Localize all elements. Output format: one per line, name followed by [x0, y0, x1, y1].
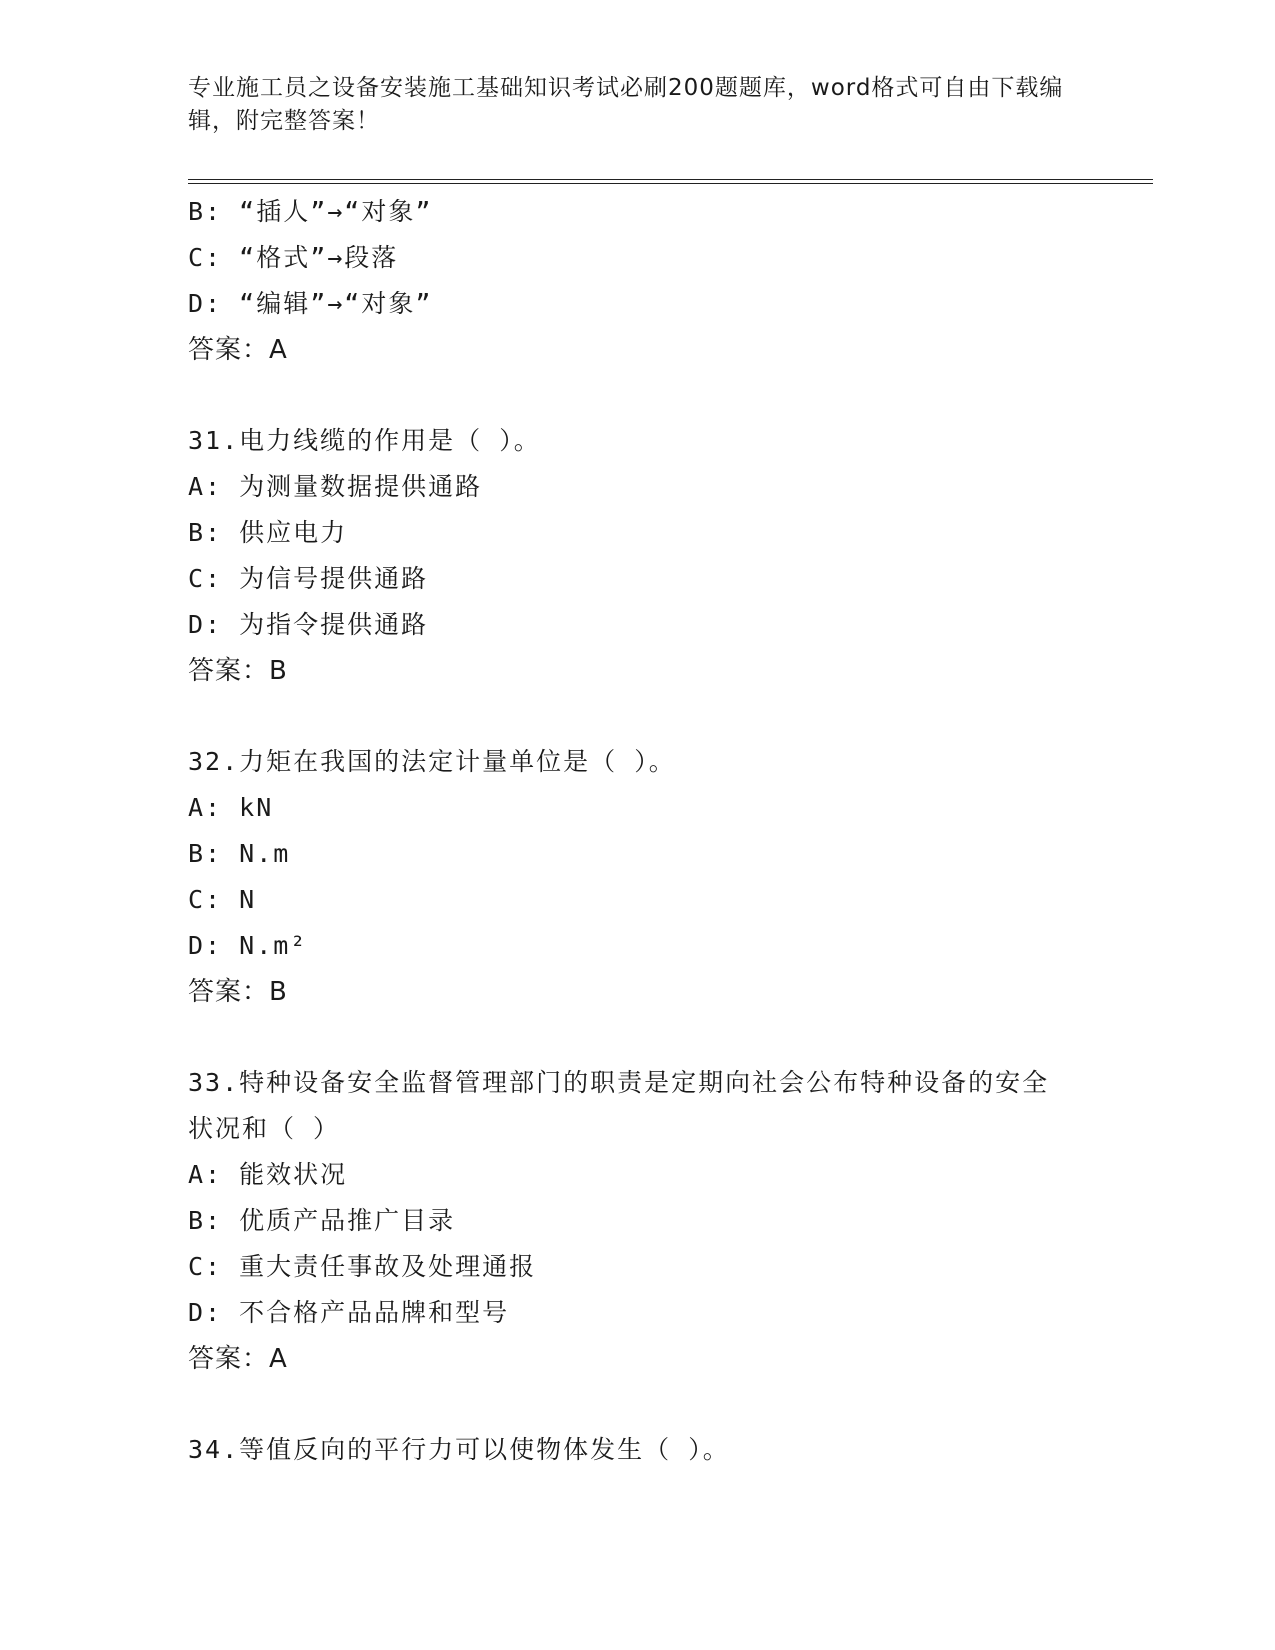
option-d: D: N.m²: [188, 931, 308, 960]
answer: 答案：A: [188, 1344, 288, 1374]
answer: 答案：A: [188, 335, 288, 365]
answer: 答案：B: [188, 656, 288, 686]
option-c: C: N: [188, 885, 257, 914]
document-title: 专业施工员之设备安装施工基础知识考试必刷200题题库，word格式可自由下载编辑，附完整答案！: [188, 75, 1064, 134]
question-block-34: [188, 1427, 1088, 1473]
option-a: A: 能效状况: [188, 1160, 348, 1189]
question-block-30: [188, 189, 1088, 373]
answer: 答案：B: [188, 977, 288, 1007]
option-a: A: 为测量数据提供通路: [188, 472, 483, 501]
option-a: A: kN: [188, 793, 274, 822]
question-stem: 32.力矩在我国的法定计量单位是（ ）。: [188, 747, 676, 776]
option-c: C: 为信号提供通路: [188, 564, 429, 593]
question-block-32: [188, 739, 1088, 1015]
option-c: C: 重大责任事故及处理通报: [188, 1252, 537, 1281]
header-rule-top: [188, 179, 1153, 180]
option-d: D: 不合格产品品牌和型号: [188, 1298, 510, 1327]
option-b: B: 供应电力: [188, 518, 348, 547]
document-body: [188, 189, 1088, 1473]
question-block-31: [188, 418, 1088, 694]
option-c: C: “格式”→段落: [188, 243, 399, 272]
question-stem: 33.特种设备安全监督管理部门的职责是定期向社会公布特种设备的安全状况和（ ）: [188, 1068, 1050, 1143]
document-header: [188, 72, 1068, 138]
option-b: B: 优质产品推广目录: [188, 1206, 456, 1235]
option-d: D: “编辑”→“对象”: [188, 289, 433, 318]
option-d: D: 为指令提供通路: [188, 610, 429, 639]
question-block-33: [188, 1060, 1088, 1382]
option-b: B: N.m: [188, 839, 291, 868]
header-rule-bottom: [188, 183, 1153, 184]
question-stem: 31.电力线缆的作用是（ ）。: [188, 426, 541, 455]
question-stem: 34.等值反向的平行力可以使物体发生（ ）。: [188, 1435, 730, 1464]
option-b: B: “插人”→“对象”: [188, 197, 433, 226]
